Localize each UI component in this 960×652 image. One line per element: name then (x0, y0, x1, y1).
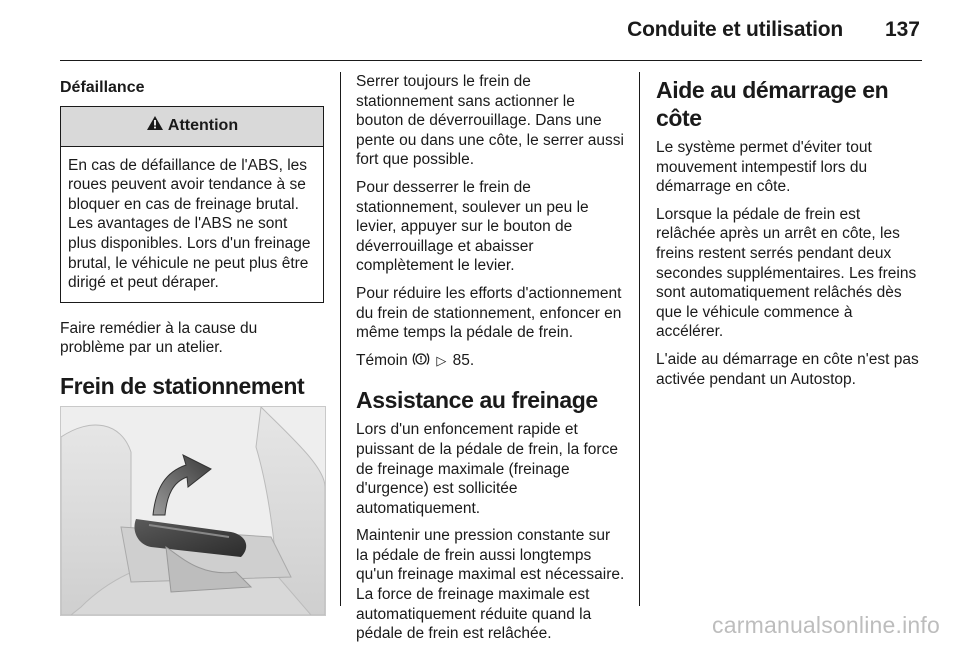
paragraph-emergency-braking: Lors d'un enfoncement rapide et puissant de la pédale de frein, la force de freinage maximale (freinage d'urgence) est sollicitée automatiquement. (356, 421, 618, 517)
paragraph-apply-brake: Serrer toujours le frein de stationnement sans actionner le bouton de déverrouillage. Dans une pente ou dans une côte, le serrer aussi fort que possible. (356, 73, 624, 169)
column-3 (656, 72, 922, 397)
page-header-title: Conduite et utilisation (627, 18, 843, 41)
heading-hill-start-assist: Aide au démarrage en côte (656, 77, 889, 131)
warning-triangle-icon (146, 115, 164, 137)
paragraph-release-brake: Pour desserrer le frein de stationnement, soulever un peu le levier, appuyer sur le bouton de déverrouillage et abaisser complètement le levier. (356, 178, 589, 275)
paragraph-autostop-note: L'aide au démarrage en côte n'est pas activée pendant un Autostop. (656, 350, 919, 388)
paragraph-hill-start-operation: Lorsque la pédale de frein est relâchée après un arrêt en côte, les freins restent serrés pendant deux secondes supplémentaires. Les freins sont automatiquement relâchés dès que le véhicule commence à accélérer. (656, 205, 917, 341)
paragraph-reduce-effort: Pour réduire les efforts d'actionnement du frein de stationnement, enfoncer en même temps la pédale de frein. (356, 284, 622, 342)
indicator-page-ref: 85. (452, 351, 475, 369)
indicator-label: Témoin (356, 351, 408, 369)
warning-box (60, 106, 324, 303)
warning-body (61, 147, 323, 302)
page-number: 137 (884, 18, 920, 41)
warning-text: En cas de défaillance de l'ABS, les roues peuvent avoir tendance à se bloquer en cas de freinage brutal. Les avantages de l'ABS ne sont plus disponibles. Lors d'un freinage brutal, le véhicule ne peut plus être dirigé et peut déraper. (68, 156, 311, 292)
column-divider-1 (340, 72, 341, 606)
paragraph-constant-pressure: Maintenir une pression constante sur la pédale de frein aussi longtemps qu'un freinage maximal est nécessaire. La force de freinage maximale est automatiquement réduite quand la pédale de frein est relâchée. (356, 527, 625, 643)
paragraph-repair: Faire remédier à la cause du problème par un atelier. (60, 319, 258, 357)
column-1 (60, 72, 324, 616)
column-2 (356, 72, 626, 652)
page-reference-arrow-icon: ▷ (436, 352, 447, 368)
parking-brake-illustration (60, 406, 326, 616)
heading-brake-assist: Assistance au freinage (356, 387, 598, 414)
warning-title: Attention (167, 117, 239, 135)
brake-warning-icon (412, 351, 430, 373)
warning-header (61, 107, 323, 147)
watermark: carmanualsonline.info (712, 612, 940, 638)
heading-parking-brake: Frein de stationnement (60, 372, 305, 399)
column-divider-2 (639, 72, 640, 606)
subheading-failure: Défaillance (60, 79, 145, 96)
header-rule (60, 60, 922, 61)
paragraph-hill-start-purpose: Le système permet d'éviter tout mouvement intempestif lors du démarrage en côte. (656, 139, 872, 196)
indicator-reference (356, 351, 626, 373)
